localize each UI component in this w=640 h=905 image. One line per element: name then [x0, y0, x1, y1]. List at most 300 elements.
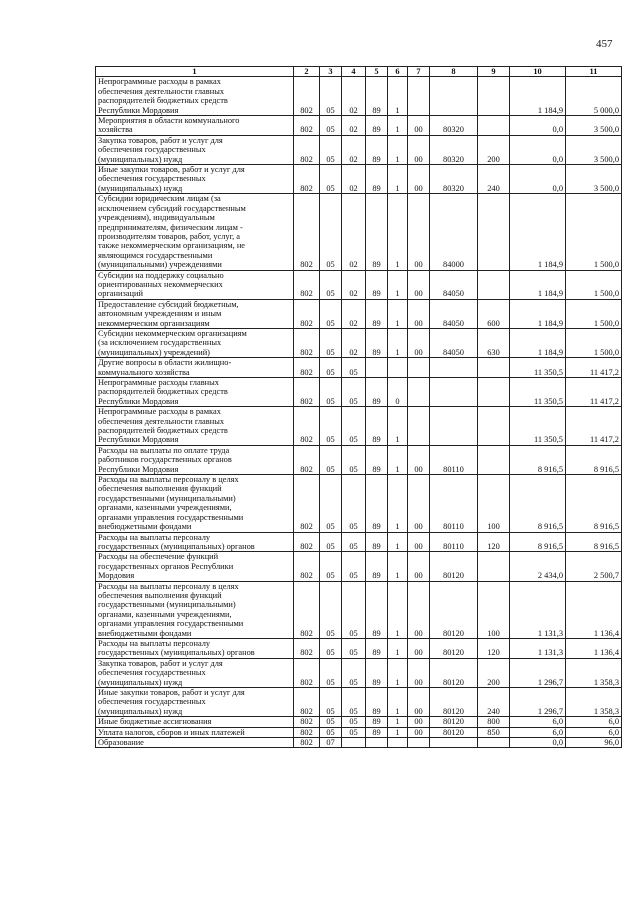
code-cell: 05: [320, 77, 342, 116]
expense-name-cell: [96, 738, 294, 748]
code-cell: 802: [294, 328, 320, 357]
code-cell: 89: [366, 581, 388, 638]
code-cell: 02: [342, 135, 366, 164]
code-cell: 800: [478, 717, 510, 727]
amount-cell: 8 916,5: [510, 532, 566, 552]
expense-name-line: Другие вопросы в области жилищно-: [98, 358, 232, 368]
code-cell: 02: [342, 194, 366, 270]
amount-cell: 1 358,3: [566, 688, 622, 717]
expense-name-cell: [96, 77, 294, 116]
table-row: [96, 270, 622, 299]
code-cell: [430, 738, 478, 748]
amount-cell: 96,0: [566, 738, 622, 748]
expense-name-line: организаций: [98, 289, 143, 299]
table-row: [96, 475, 622, 532]
code-cell: [388, 358, 408, 378]
code-cell: 05: [320, 727, 342, 737]
expense-name-cell: [96, 638, 294, 658]
code-cell: 00: [408, 552, 430, 581]
code-cell: 89: [366, 194, 388, 270]
code-cell: 00: [408, 328, 430, 357]
amount-cell: 1 500,0: [566, 328, 622, 357]
expense-name-line: коммунального хозяйства: [98, 367, 190, 377]
code-cell: 1: [388, 407, 408, 446]
code-cell: 89: [366, 116, 388, 136]
amount-cell: 0,0: [510, 738, 566, 748]
expense-name-line: Непрограммные расходы в рамках: [98, 77, 221, 87]
code-cell: 1: [388, 165, 408, 194]
code-cell: 1: [388, 727, 408, 737]
expense-name-line: Расходы на выплаты по оплате труда: [98, 445, 230, 455]
code-cell: 802: [294, 378, 320, 407]
table-row: [96, 727, 622, 737]
code-cell: 89: [366, 727, 388, 737]
expense-name-line: Республики Мордовия: [98, 105, 179, 115]
code-cell: 89: [366, 135, 388, 164]
code-cell: [478, 116, 510, 136]
code-cell: [478, 358, 510, 378]
amount-cell: 11 350,5: [510, 358, 566, 378]
code-cell: [408, 407, 430, 446]
expense-name-line: Расходы на выплаты персоналу в целях: [98, 475, 239, 485]
code-cell: 1: [388, 475, 408, 532]
amount-cell: 0,0: [510, 165, 566, 194]
code-cell: 00: [408, 638, 430, 658]
expense-name-line: обеспечения выполнения функций: [98, 590, 222, 600]
expense-name-line: автономным учреждениям и иным: [98, 309, 222, 319]
code-cell: 05: [342, 407, 366, 446]
expense-name-line: распорядителей бюджетных средств: [98, 426, 228, 436]
code-cell: 1: [388, 658, 408, 687]
code-cell: 89: [366, 77, 388, 116]
code-cell: 05: [320, 165, 342, 194]
expense-name-line: ориентированных некоммерческих: [98, 279, 223, 289]
code-cell: [430, 358, 478, 378]
code-cell: 05: [320, 638, 342, 658]
code-cell: 00: [408, 727, 430, 737]
code-cell: 00: [408, 116, 430, 136]
code-cell: [478, 378, 510, 407]
expense-name-line: обеспечения государственных: [98, 174, 206, 184]
code-cell: 802: [294, 77, 320, 116]
expense-name-line: внебюджетными фондами: [98, 628, 192, 638]
code-cell: 80120: [430, 552, 478, 581]
code-cell: 802: [294, 688, 320, 717]
amount-cell: 1 184,9: [510, 299, 566, 328]
budget-table: [95, 66, 622, 748]
expense-name-cell: [96, 581, 294, 638]
code-cell: 00: [408, 581, 430, 638]
amount-cell: 1 184,9: [510, 77, 566, 116]
amount-cell: 11 417,2: [566, 358, 622, 378]
expense-name-line: органами управления государственными: [98, 512, 244, 522]
expense-name-cell: [96, 135, 294, 164]
table-row: [96, 135, 622, 164]
code-cell: 802: [294, 717, 320, 727]
expense-name-line: Закупка товаров, работ и услуг для: [98, 135, 223, 145]
code-cell: 02: [342, 165, 366, 194]
expense-name-cell: [96, 532, 294, 552]
expense-name-line: органами управления государственными: [98, 619, 244, 629]
code-cell: 89: [366, 658, 388, 687]
expense-name-line: (муниципальных) учреждений): [98, 347, 210, 357]
expense-name-line: обеспечения деятельности главных: [98, 86, 225, 96]
table-row: [96, 688, 622, 717]
code-cell: 05: [320, 358, 342, 378]
expense-name-line: Субсидии на поддержку социально: [98, 270, 224, 280]
code-cell: 89: [366, 328, 388, 357]
expense-name-cell: [96, 358, 294, 378]
code-cell: 1: [388, 717, 408, 727]
amount-cell: 6,0: [566, 727, 622, 737]
code-cell: 05: [320, 688, 342, 717]
expense-name-line: исключением субсидий государственным: [98, 203, 246, 213]
code-cell: 120: [478, 532, 510, 552]
amount-cell: 6,0: [510, 717, 566, 727]
table-row: [96, 299, 622, 328]
code-cell: 0: [388, 378, 408, 407]
table-row: [96, 445, 622, 474]
code-cell: 802: [294, 738, 320, 748]
table-row: [96, 581, 622, 638]
code-cell: 200: [478, 658, 510, 687]
code-cell: 802: [294, 658, 320, 687]
code-cell: 89: [366, 378, 388, 407]
code-cell: 1: [388, 445, 408, 474]
expense-name-cell: [96, 299, 294, 328]
code-cell: 802: [294, 135, 320, 164]
code-cell: 89: [366, 407, 388, 446]
amount-cell: 3 500,0: [566, 135, 622, 164]
code-cell: 02: [342, 328, 366, 357]
code-cell: 89: [366, 165, 388, 194]
code-cell: 802: [294, 552, 320, 581]
amount-cell: 3 500,0: [566, 116, 622, 136]
code-cell: 80110: [430, 532, 478, 552]
code-cell: 1: [388, 688, 408, 717]
code-cell: [366, 358, 388, 378]
amount-cell: 6,0: [510, 727, 566, 737]
expense-name-line: Субсидии некоммерческим организациям: [98, 328, 247, 338]
code-cell: 02: [342, 299, 366, 328]
expense-name-line: Мордовия: [98, 571, 135, 581]
expense-name-line: Иные закупки товаров, работ и услуг для: [98, 165, 245, 175]
code-cell: 00: [408, 717, 430, 727]
code-cell: 1: [388, 77, 408, 116]
expense-name-line: (муниципальных) нужд: [98, 154, 183, 164]
code-cell: 89: [366, 688, 388, 717]
expense-name-cell: [96, 475, 294, 532]
code-cell: 89: [366, 552, 388, 581]
expense-name-line: хозяйства: [98, 125, 133, 135]
code-cell: 00: [408, 532, 430, 552]
table-body: [96, 77, 622, 748]
code-cell: 00: [408, 299, 430, 328]
expense-name-line: Иные бюджетные ассигнования: [98, 717, 212, 727]
amount-cell: 1 136,4: [566, 581, 622, 638]
code-cell: [478, 407, 510, 446]
table-row: [96, 328, 622, 357]
code-cell: 802: [294, 475, 320, 532]
code-cell: 05: [320, 532, 342, 552]
page-number: 457: [596, 38, 613, 50]
code-cell: 05: [342, 532, 366, 552]
table-row: [96, 638, 622, 658]
column-header: 10: [510, 67, 566, 77]
expense-name-cell: [96, 717, 294, 727]
code-cell: 1: [388, 194, 408, 270]
code-cell: 80120: [430, 727, 478, 737]
code-cell: 850: [478, 727, 510, 737]
code-cell: 1: [388, 532, 408, 552]
code-cell: 1: [388, 116, 408, 136]
amount-cell: 1 296,7: [510, 688, 566, 717]
amount-cell: 0,0: [510, 116, 566, 136]
code-cell: [388, 738, 408, 748]
code-cell: [408, 378, 430, 407]
expense-name-line: обеспечения государственных: [98, 145, 206, 155]
code-cell: 05: [320, 299, 342, 328]
table-row: [96, 738, 622, 748]
header-row: [96, 67, 622, 77]
code-cell: [430, 378, 478, 407]
expense-name-line: государственными (муниципальными): [98, 600, 236, 610]
amount-cell: 8 916,5: [510, 475, 566, 532]
expense-name-line: (муниципальных) нужд: [98, 677, 183, 687]
code-cell: 05: [320, 658, 342, 687]
amount-cell: 1 500,0: [566, 194, 622, 270]
code-cell: 05: [320, 717, 342, 727]
expense-name-line: органами, казенными учреждениями,: [98, 503, 232, 513]
amount-cell: 8 916,5: [566, 532, 622, 552]
amount-cell: 5 000,0: [566, 77, 622, 116]
amount-cell: 0,0: [510, 135, 566, 164]
code-cell: 05: [320, 378, 342, 407]
amount-cell: 8 916,5: [566, 445, 622, 474]
code-cell: 00: [408, 688, 430, 717]
table-row: [96, 165, 622, 194]
code-cell: 02: [342, 270, 366, 299]
expense-name-line: Республики Мордовия: [98, 464, 179, 474]
expense-name-line: работников государственных органов: [98, 455, 232, 465]
code-cell: [408, 77, 430, 116]
code-cell: 05: [342, 688, 366, 717]
amount-cell: 11 417,2: [566, 378, 622, 407]
code-cell: 80120: [430, 638, 478, 658]
code-cell: 07: [320, 738, 342, 748]
amount-cell: 1 131,3: [510, 638, 566, 658]
code-cell: 80120: [430, 688, 478, 717]
code-cell: 00: [408, 475, 430, 532]
code-cell: 200: [478, 135, 510, 164]
code-cell: 240: [478, 688, 510, 717]
expense-name-line: некоммерческим организациям: [98, 318, 210, 328]
expense-name-line: (за исключением государственных: [98, 338, 222, 348]
expense-name-cell: [96, 445, 294, 474]
column-header: 7: [408, 67, 430, 77]
code-cell: 120: [478, 638, 510, 658]
code-cell: 80110: [430, 445, 478, 474]
code-cell: 05: [342, 378, 366, 407]
code-cell: 1: [388, 581, 408, 638]
table-row: [96, 116, 622, 136]
code-cell: [478, 77, 510, 116]
code-cell: 05: [342, 638, 366, 658]
expense-name-line: внебюджетными фондами: [98, 522, 192, 532]
table-row: [96, 658, 622, 687]
code-cell: 05: [320, 116, 342, 136]
column-header: 6: [388, 67, 408, 77]
table-row: [96, 358, 622, 378]
code-cell: 05: [342, 358, 366, 378]
code-cell: 802: [294, 581, 320, 638]
code-cell: 05: [320, 328, 342, 357]
code-cell: 89: [366, 638, 388, 658]
expense-name-line: государственных органов Республики: [98, 561, 234, 571]
expense-name-line: Расходы на выплаты персоналу: [98, 638, 211, 648]
expense-name-line: Республики Мордовия: [98, 435, 179, 445]
expense-name-cell: [96, 658, 294, 687]
code-cell: 00: [408, 165, 430, 194]
code-cell: 100: [478, 475, 510, 532]
amount-cell: 3 500,0: [566, 165, 622, 194]
code-cell: 802: [294, 445, 320, 474]
code-cell: 80120: [430, 658, 478, 687]
amount-cell: 1 184,9: [510, 194, 566, 270]
code-cell: 802: [294, 299, 320, 328]
expense-name-line: обеспечения выполнения функций: [98, 484, 222, 494]
code-cell: 05: [320, 552, 342, 581]
expense-name-line: Субсидии юридическим лицам (за: [98, 194, 221, 204]
expense-name-line: являющимся государственными: [98, 250, 213, 260]
code-cell: 1: [388, 552, 408, 581]
code-cell: 84000: [430, 194, 478, 270]
code-cell: 05: [320, 194, 342, 270]
code-cell: 05: [320, 475, 342, 532]
code-cell: 630: [478, 328, 510, 357]
expense-name-line: распорядителей бюджетных средств: [98, 96, 228, 106]
column-header: 2: [294, 67, 320, 77]
code-cell: 89: [366, 270, 388, 299]
expense-name-line: (муниципальных) нужд: [98, 183, 183, 193]
column-header: 3: [320, 67, 342, 77]
code-cell: 100: [478, 581, 510, 638]
expense-name-line: Расходы на выплаты персоналу в целях: [98, 581, 239, 591]
code-cell: 00: [408, 445, 430, 474]
code-cell: 84050: [430, 270, 478, 299]
code-cell: 00: [408, 270, 430, 299]
code-cell: 240: [478, 165, 510, 194]
code-cell: 00: [408, 135, 430, 164]
amount-cell: 6,0: [566, 717, 622, 727]
code-cell: 80110: [430, 475, 478, 532]
code-cell: 802: [294, 727, 320, 737]
table-row: [96, 532, 622, 552]
code-cell: 00: [408, 658, 430, 687]
column-header: 4: [342, 67, 366, 77]
expense-name-line: обеспечения государственных: [98, 668, 206, 678]
code-cell: 05: [342, 658, 366, 687]
expense-name-cell: [96, 270, 294, 299]
code-cell: 05: [320, 407, 342, 446]
code-cell: 802: [294, 165, 320, 194]
expense-name-cell: [96, 165, 294, 194]
expense-name-cell: [96, 116, 294, 136]
code-cell: 80320: [430, 165, 478, 194]
code-cell: 05: [320, 270, 342, 299]
expense-name-cell: [96, 328, 294, 357]
code-cell: 89: [366, 717, 388, 727]
amount-cell: 1 136,4: [566, 638, 622, 658]
expense-name-cell: [96, 407, 294, 446]
amount-cell: 1 184,9: [510, 328, 566, 357]
code-cell: [342, 738, 366, 748]
code-cell: [478, 270, 510, 299]
expense-name-line: (муниципальных) нужд: [98, 706, 183, 716]
code-cell: 802: [294, 194, 320, 270]
expense-name-line: Образование: [98, 738, 144, 748]
expense-name-cell: [96, 727, 294, 737]
expense-name-line: обеспечения деятельности главных: [98, 416, 225, 426]
code-cell: 80320: [430, 116, 478, 136]
expense-name-line: Республики Мордовия: [98, 396, 179, 406]
code-cell: [408, 358, 430, 378]
code-cell: 802: [294, 358, 320, 378]
table-row: [96, 378, 622, 407]
expense-name-cell: [96, 194, 294, 270]
amount-cell: 2 434,0: [510, 552, 566, 581]
code-cell: [366, 738, 388, 748]
code-cell: 1: [388, 638, 408, 658]
expense-name-line: государственными (муниципальными): [98, 493, 236, 503]
amount-cell: 1 358,3: [566, 658, 622, 687]
code-cell: 05: [342, 445, 366, 474]
code-cell: 80320: [430, 135, 478, 164]
expense-name-cell: [96, 552, 294, 581]
code-cell: [478, 445, 510, 474]
expense-name-line: также некоммерческим организациям, не: [98, 241, 246, 251]
code-cell: 802: [294, 407, 320, 446]
code-cell: 05: [342, 727, 366, 737]
code-cell: 80120: [430, 717, 478, 727]
code-cell: 89: [366, 299, 388, 328]
amount-cell: 1 131,3: [510, 581, 566, 638]
column-header: 11: [566, 67, 622, 77]
code-cell: 05: [320, 445, 342, 474]
expense-name-line: Предоставление субсидий бюджетным,: [98, 299, 239, 309]
expense-name-line: предпринимателям, физическим лицам -: [98, 222, 243, 232]
expense-name-line: Непрограммные расходы в рамках: [98, 407, 221, 417]
code-cell: 84050: [430, 299, 478, 328]
code-cell: 89: [366, 532, 388, 552]
table-row: [96, 407, 622, 446]
table-row: [96, 552, 622, 581]
amount-cell: 1 296,7: [510, 658, 566, 687]
expense-name-line: обеспечения государственных: [98, 697, 206, 707]
code-cell: 802: [294, 116, 320, 136]
code-cell: 00: [408, 194, 430, 270]
expense-name-cell: [96, 378, 294, 407]
code-cell: 89: [366, 445, 388, 474]
column-header: 1: [96, 67, 294, 77]
code-cell: 84050: [430, 328, 478, 357]
amount-cell: 1 500,0: [566, 299, 622, 328]
expense-name-line: (муниципальными) учреждениями: [98, 260, 222, 270]
code-cell: 02: [342, 77, 366, 116]
code-cell: [430, 77, 478, 116]
code-cell: 802: [294, 638, 320, 658]
code-cell: 05: [342, 717, 366, 727]
